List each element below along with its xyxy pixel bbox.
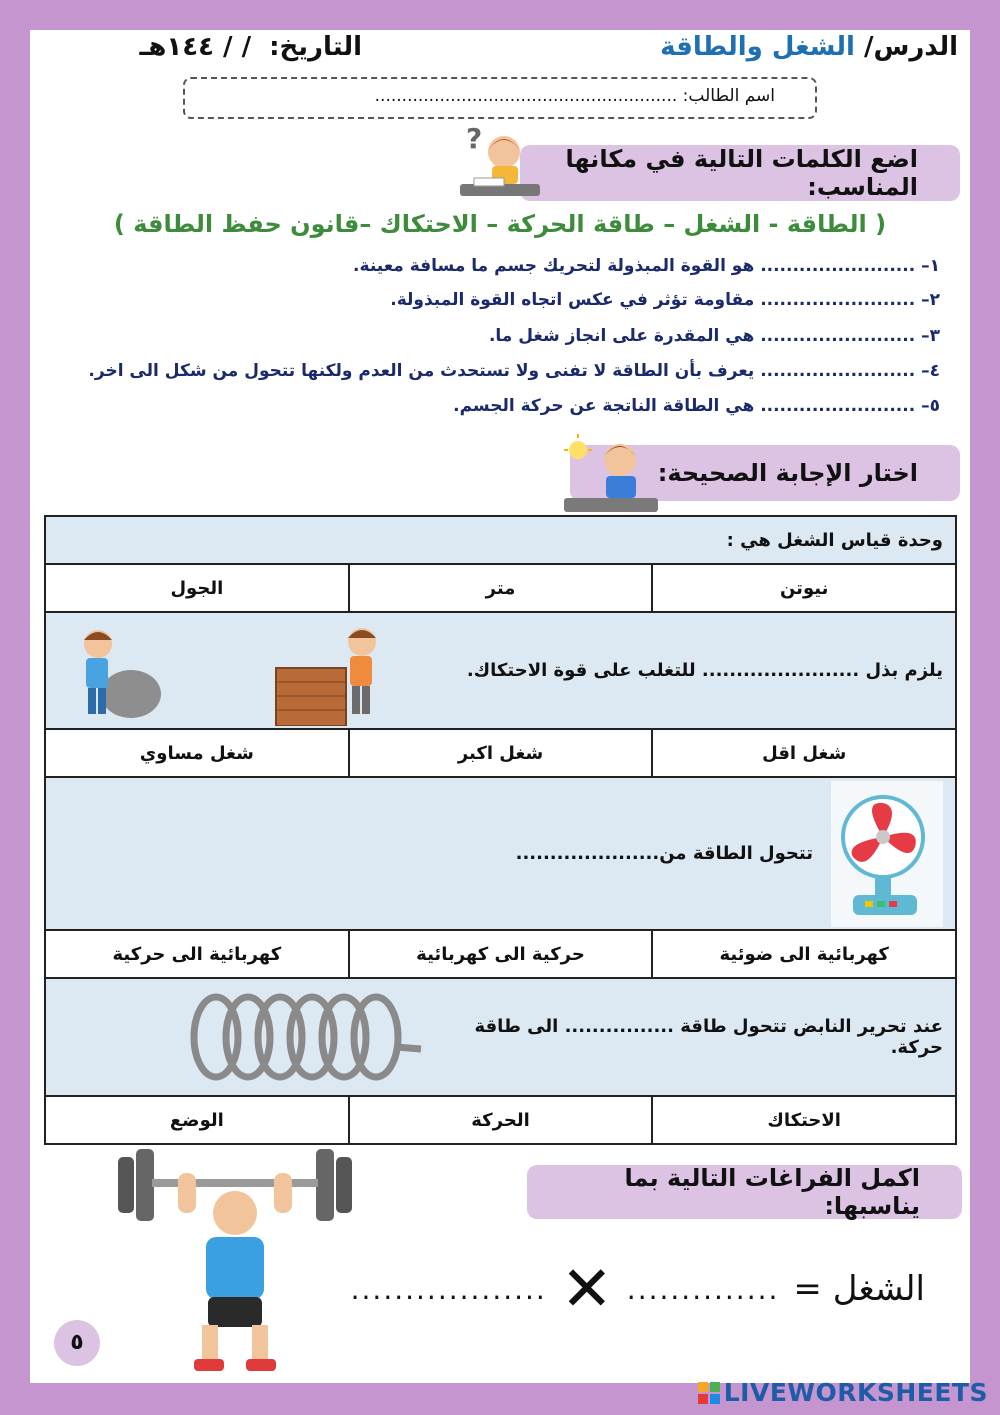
idea-boy-illustration [560, 432, 660, 514]
question-text: عند تحرير النابض تتحول طاقة ................ الى طاقة حركة. [474, 1016, 943, 1058]
brand-footer[interactable] [698, 1378, 988, 1407]
option-cell[interactable]: الحركة [349, 1096, 653, 1144]
brand-name: LIVEWORKSHEETS [723, 1378, 988, 1407]
blank-input[interactable]: ........................ [760, 326, 916, 346]
section3-title: اكمل الفراغات التالية بما يناسبها: [624, 1164, 920, 1220]
formula-blank-1[interactable]: .............. [626, 1272, 780, 1306]
fill-item-2 [390, 290, 940, 310]
pushing-boys-illustration [46, 616, 406, 726]
work-formula [350, 1252, 925, 1325]
fill-item-4 [88, 361, 940, 381]
multiply-icon: ✕ [560, 1252, 613, 1325]
option-cell[interactable]: الوضع [45, 1096, 349, 1144]
item-number: ١– [921, 256, 940, 276]
option-cell[interactable]: شغل مساوي [45, 729, 349, 777]
section3-banner [527, 1165, 962, 1219]
item-text: مقاومة تؤثر في عكس اتجاه القوة المبذولة. [390, 290, 755, 310]
option-cell[interactable]: متر [349, 564, 653, 612]
weightlifter-illustration [112, 1145, 357, 1380]
option-cell[interactable]: الجول [45, 564, 349, 612]
fan-illustration [831, 781, 943, 927]
word-bank: ( الطاقة - الشغل – طاقة الحركة – الاحتكاك –قانون حفظ الطاقة ) [113, 210, 887, 238]
blank-input[interactable]: ........................ [760, 256, 916, 276]
option-cell[interactable]: شغل اكبر [349, 729, 653, 777]
lesson-label: الدرس/ [863, 32, 958, 62]
question-row-2 [45, 612, 956, 729]
formula-blank-2[interactable]: .................. [350, 1272, 547, 1306]
question-row-1 [45, 516, 956, 564]
fill-item-1 [353, 256, 940, 276]
option-cell[interactable]: كهربائية الى ضوئية [652, 930, 956, 978]
section2-title: اختار الإجابة الصحيحة: [657, 459, 918, 487]
option-cell[interactable]: شغل اقل [652, 729, 956, 777]
item-text: يعرف بأن الطاقة لا تفنى ولا تستحدث من العدم ولكنها تتحول من شكل الى اخر. [88, 361, 755, 381]
item-text: هو القوة المبذولة لتحريك جسم ما مسافة معينة. [353, 256, 755, 276]
svg-text:?: ? [466, 122, 483, 155]
option-cell[interactable]: نيوتن [652, 564, 956, 612]
mcq-table [44, 515, 957, 1145]
date-value[interactable]: / / ١٤٤هـ [139, 32, 252, 62]
question-row-3 [45, 777, 956, 930]
question-text: وحدة قياس الشغل هي : [726, 529, 943, 551]
section1-banner [520, 145, 960, 201]
item-number: ٤– [921, 361, 940, 381]
item-number: ٢– [921, 290, 940, 310]
student-name-box [183, 77, 817, 119]
section1-title: اضع الكلمات التالية في مكانها المناسب: [565, 145, 918, 201]
blank-input[interactable]: ........................ [760, 361, 916, 381]
item-number: ٥– [921, 396, 940, 416]
item-text: هي المقدرة على انجاز شغل ما. [488, 326, 755, 346]
option-cell[interactable]: كهربائية الى حركية [45, 930, 349, 978]
item-number: ٣– [921, 326, 940, 346]
brand-logo-icon [698, 1382, 720, 1404]
page-number: ٥ [54, 1320, 100, 1366]
lesson-title: الشغل والطاقة [660, 32, 855, 62]
formula-lhs: الشغل = [793, 1269, 925, 1309]
question-row-4 [45, 978, 956, 1096]
option-cell[interactable]: الاحتكاك [652, 1096, 956, 1144]
spring-illustration [66, 987, 422, 1087]
fill-item-5 [453, 396, 940, 416]
student-name-input[interactable]: ........................................................ [374, 86, 678, 106]
fill-item-3 [489, 326, 940, 346]
item-text: هي الطاقة الناتجة عن حركة الجسم. [453, 396, 755, 416]
student-name-label: اسم الطالب: [682, 86, 775, 106]
date-field [62, 32, 362, 62]
thinking-girl-illustration [452, 122, 542, 204]
question-text: تتحول الطاقة من..................... [515, 843, 813, 864]
blank-input[interactable]: ........................ [760, 396, 916, 416]
date-label: التاريخ: [269, 32, 362, 62]
blank-input[interactable]: ........................ [760, 290, 916, 310]
question-text: يلزم بذل ....................... للتغلب على قوة الاحتكاك. [466, 660, 943, 681]
option-cell[interactable]: حركية الى كهربائية [349, 930, 653, 978]
lesson-header [660, 32, 958, 62]
